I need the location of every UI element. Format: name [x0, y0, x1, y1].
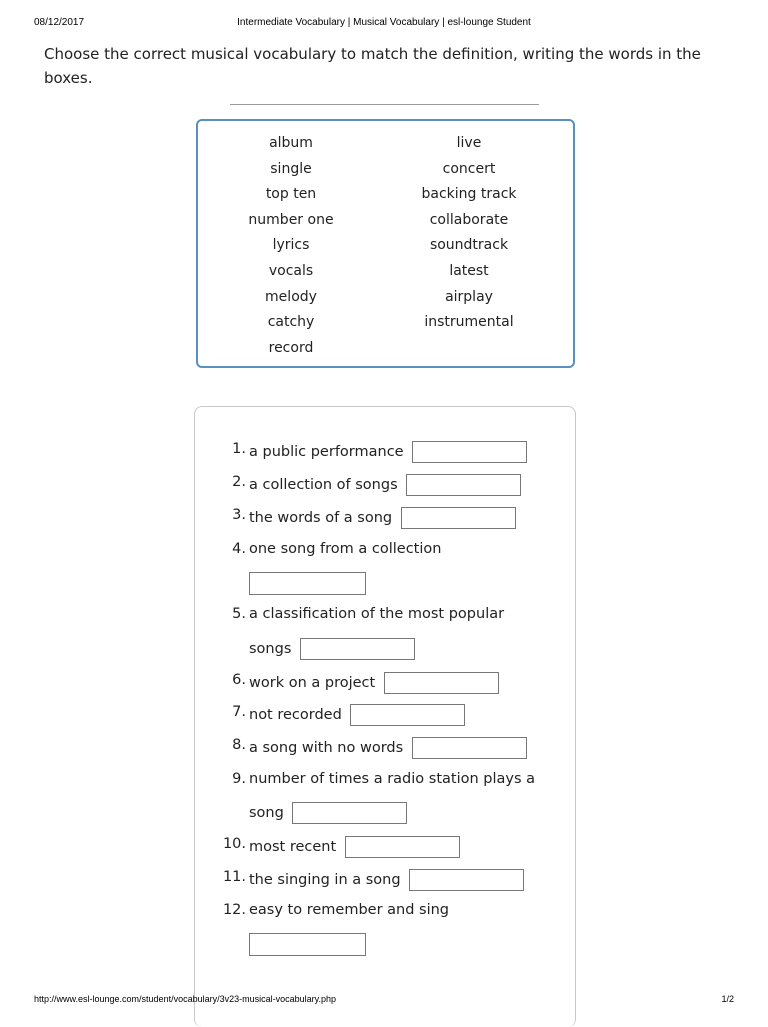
question-9-continued: [249, 802, 407, 824]
question-number: 12.: [222, 902, 246, 918]
question-text: easy to remember and sing: [249, 902, 450, 918]
question-number: 1.: [232, 441, 246, 457]
question-11: [222, 869, 524, 891]
word-bank-item: vocals: [268, 262, 314, 279]
answer-box-3[interactable]: [401, 507, 516, 529]
question-number: 3.: [232, 507, 246, 523]
answer-box-7[interactable]: [350, 704, 465, 726]
question-5-continued: [249, 638, 415, 660]
word-bank-item: catchy: [267, 314, 315, 331]
question-number: 7.: [232, 704, 246, 720]
question-text: the words of a song: [249, 510, 393, 526]
divider: [230, 104, 539, 105]
page-number: 1/2: [721, 994, 734, 1004]
question-number: 8.: [232, 737, 246, 753]
question-6: [232, 672, 499, 694]
word-bank-item: instrumental: [424, 314, 514, 331]
answer-box-11[interactable]: [409, 869, 524, 891]
answer-box-9[interactable]: [292, 802, 407, 824]
question-text: a public performance: [249, 444, 404, 460]
question-12: [222, 902, 450, 918]
word-bank-item: number one: [248, 211, 334, 228]
question-4: [232, 541, 442, 557]
word-bank-item: airplay: [445, 288, 493, 305]
question-text: number of times a radio station plays a: [249, 771, 536, 787]
word-bank-item: single: [270, 160, 312, 177]
word-bank: [196, 119, 575, 368]
word-bank-item: soundtrack: [429, 237, 509, 254]
word-bank-item: top ten: [265, 186, 317, 203]
question-text: one song from a collection: [249, 541, 442, 557]
word-bank-item: concert: [442, 160, 496, 177]
answer-box-4[interactable]: [249, 572, 366, 595]
word-bank-right-column: [394, 131, 544, 336]
word-bank-item: album: [269, 135, 313, 151]
question-text: most recent: [249, 839, 337, 855]
question-text: work on a project: [249, 675, 376, 691]
print-url: http://www.esl-lounge.com/student/vocabulary/3v23-musical-vocabulary.php: [34, 994, 336, 1004]
answer-box-2[interactable]: [406, 474, 521, 496]
question-8: [232, 737, 527, 759]
question-3: [232, 507, 516, 529]
question-text: songs: [249, 641, 292, 657]
instructions: Choose the correct musical vocabulary to match the definition, writing the words in the boxes.: [44, 45, 701, 87]
question-1: [232, 441, 527, 463]
question-10: [222, 836, 460, 858]
question-number: 2.: [232, 474, 246, 490]
question-5: [232, 606, 505, 622]
word-bank-item: melody: [265, 288, 317, 305]
word-bank-item: backing track: [421, 186, 517, 203]
question-number: 9.: [232, 771, 246, 787]
word-bank-item: collaborate: [429, 211, 509, 228]
print-title: Intermediate Vocabulary | Musical Vocabulary | esl-lounge Student: [237, 17, 531, 28]
question-number: 4.: [232, 541, 246, 557]
question-7: [232, 704, 465, 726]
question-text: a classification of the most popular: [249, 606, 505, 622]
question-text: a collection of songs: [249, 477, 398, 493]
question-number: 5.: [232, 606, 246, 622]
question-text: song: [249, 805, 284, 821]
print-date: 08/12/2017: [34, 17, 85, 28]
answer-box-8[interactable]: [412, 737, 527, 759]
word-bank-item: latest: [449, 262, 489, 279]
question-number: 10.: [222, 836, 246, 852]
answer-box-1[interactable]: [412, 441, 527, 463]
question-text: a song with no words: [249, 740, 404, 756]
word-bank-left-column: [216, 131, 366, 361]
question-number: 6.: [232, 672, 246, 688]
question-number: 11.: [222, 869, 246, 885]
word-bank-item: live: [456, 135, 482, 151]
question-text: the singing in a song: [249, 872, 401, 888]
answer-box-10[interactable]: [345, 836, 460, 858]
question-text: not recorded: [249, 707, 342, 723]
answer-box-5[interactable]: [300, 638, 415, 660]
question-9: [232, 771, 536, 787]
answer-box-12[interactable]: [249, 933, 366, 956]
question-2: [232, 474, 521, 496]
word-bank-item: record: [268, 339, 314, 356]
word-bank-item: lyrics: [272, 237, 310, 254]
answer-box-6[interactable]: [384, 672, 499, 694]
